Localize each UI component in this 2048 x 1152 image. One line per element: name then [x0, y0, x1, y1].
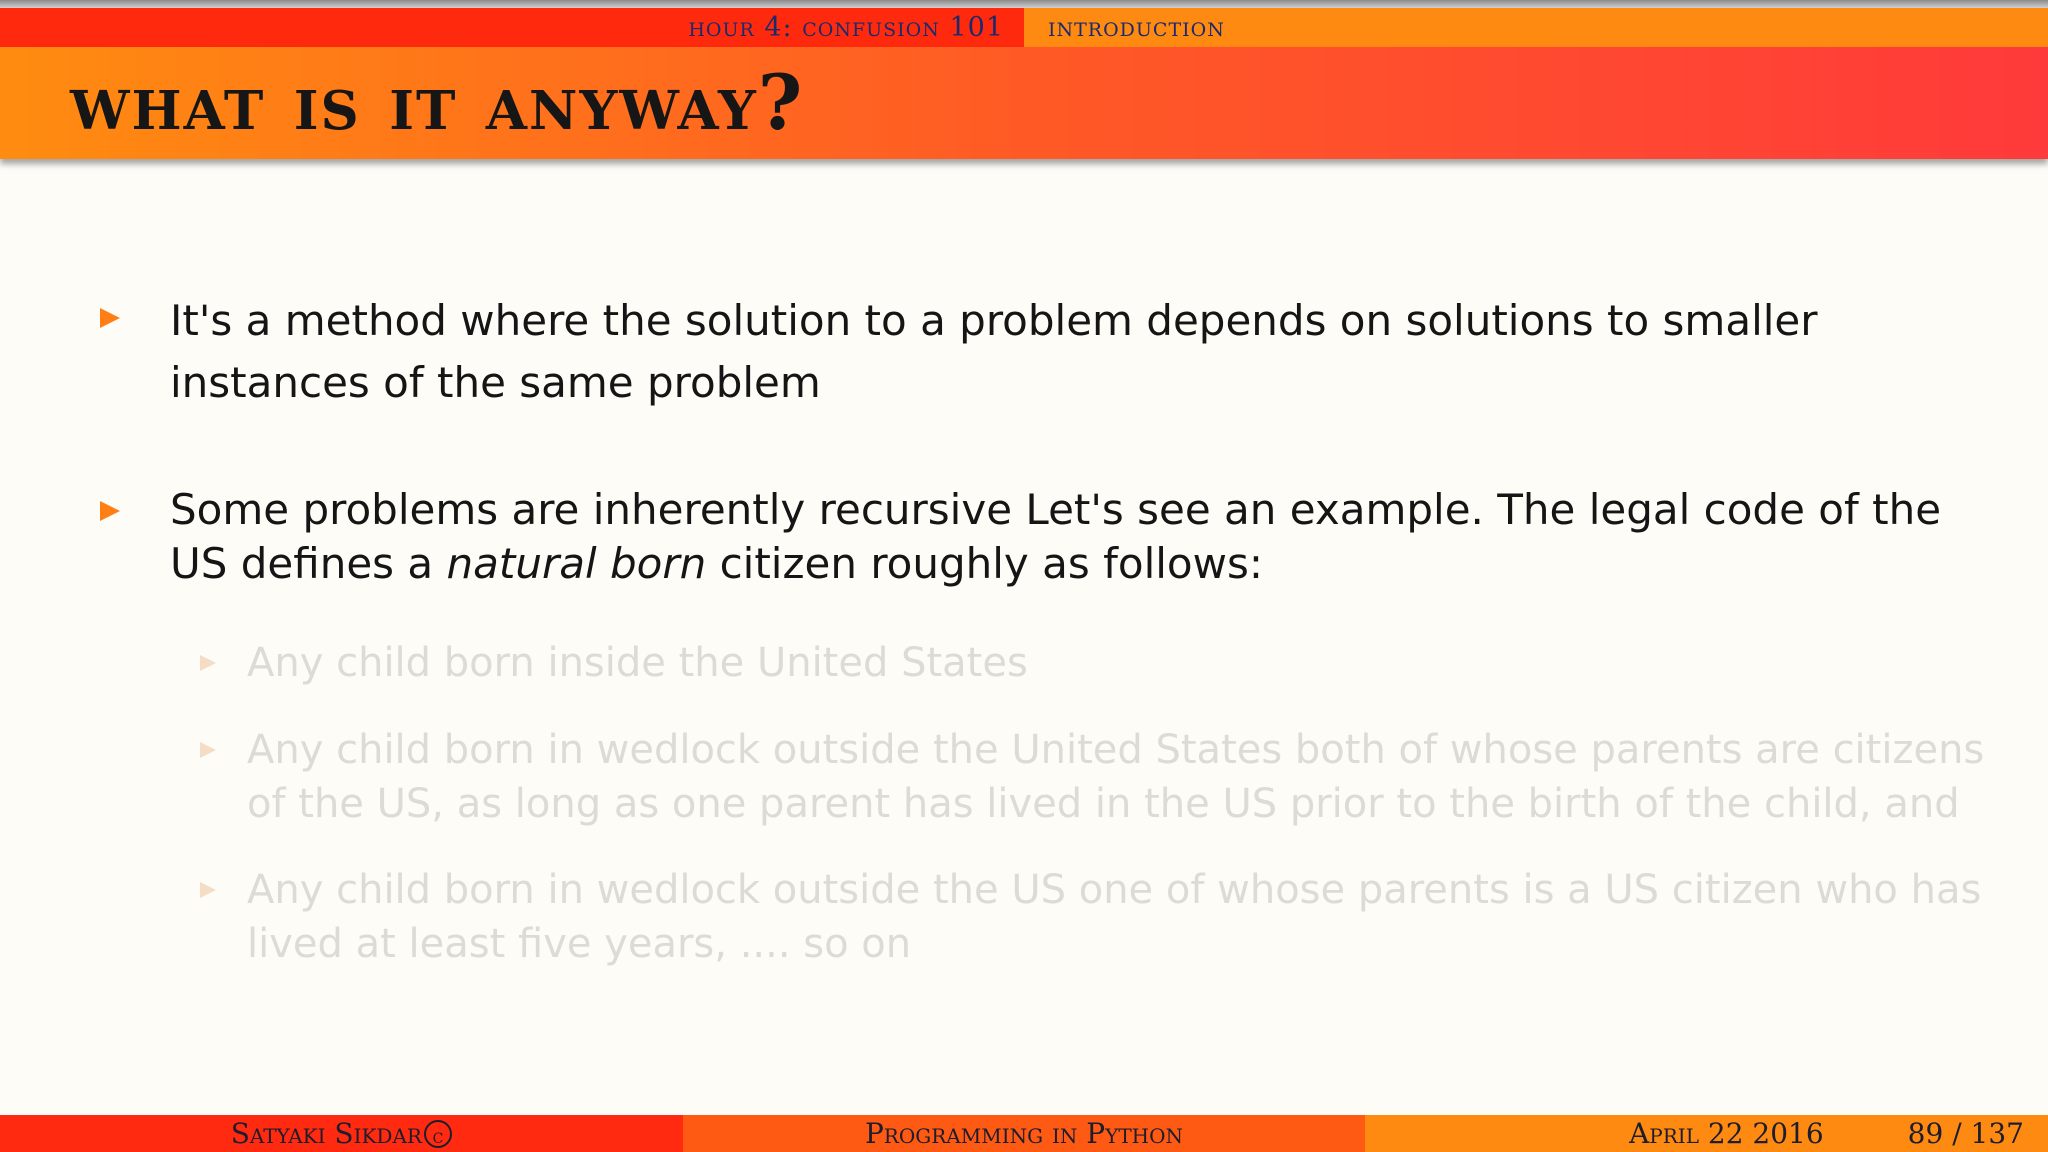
author-name: Satyaki Sikdar: [230, 1117, 422, 1150]
bullet-arrow-icon: [100, 308, 120, 328]
emphasis-text: natural born: [446, 539, 707, 588]
sub-bullet-text: Any child born in wedlock outside the US one of whose parents is a US citizen who has lived at least five years, .... so on: [247, 867, 1982, 967]
nav-subsection-label[interactable]: introduction: [1048, 12, 1225, 43]
course-title: Programming in Python: [864, 1117, 1183, 1150]
nav-section-label[interactable]: hour 4: confusion 101: [688, 12, 1004, 43]
bullet-item: [100, 483, 2010, 591]
slide-title: what is it anyway?: [70, 58, 805, 147]
footer-date-page: [1365, 1115, 2048, 1152]
bullet-item: [100, 290, 2010, 414]
sub-bullet-text: Any child born inside the United States: [247, 640, 1028, 686]
sub-bullet-item: [200, 636, 2010, 690]
bullet-text-end: citizen roughly as follows:: [706, 539, 1264, 588]
sub-bullet-item: [200, 863, 2010, 971]
bullet-text: It's a method where the solution to a problem depends on solutions to smaller instances of the same problem: [170, 296, 1818, 407]
bullet-text: [170, 483, 2010, 591]
footer: [0, 1115, 2048, 1152]
sub-bullet-item: [200, 723, 2010, 831]
presentation-date: April 22 2016: [1629, 1117, 1824, 1150]
sub-bullet-text: Any child born in wedlock outside the United States both of whose parents are citizens of the US, as long as one parent has lived in the US prior to the birth of the child, and: [247, 727, 1985, 827]
sub-bullet-arrow-icon: [200, 882, 216, 898]
sub-bullet-arrow-icon: [200, 655, 216, 671]
footer-course: [683, 1115, 1366, 1152]
sub-bullet-arrow-icon: [200, 742, 216, 758]
footer-author: [0, 1115, 683, 1152]
bullet-text-start: Some problems are inherently recursive Let's see an example. The legal code of the US defines a: [170, 485, 1942, 588]
copyright-icon: c: [424, 1120, 452, 1148]
bullet-arrow-icon: [100, 501, 120, 521]
page-number: 89 / 137: [1907, 1117, 2024, 1150]
